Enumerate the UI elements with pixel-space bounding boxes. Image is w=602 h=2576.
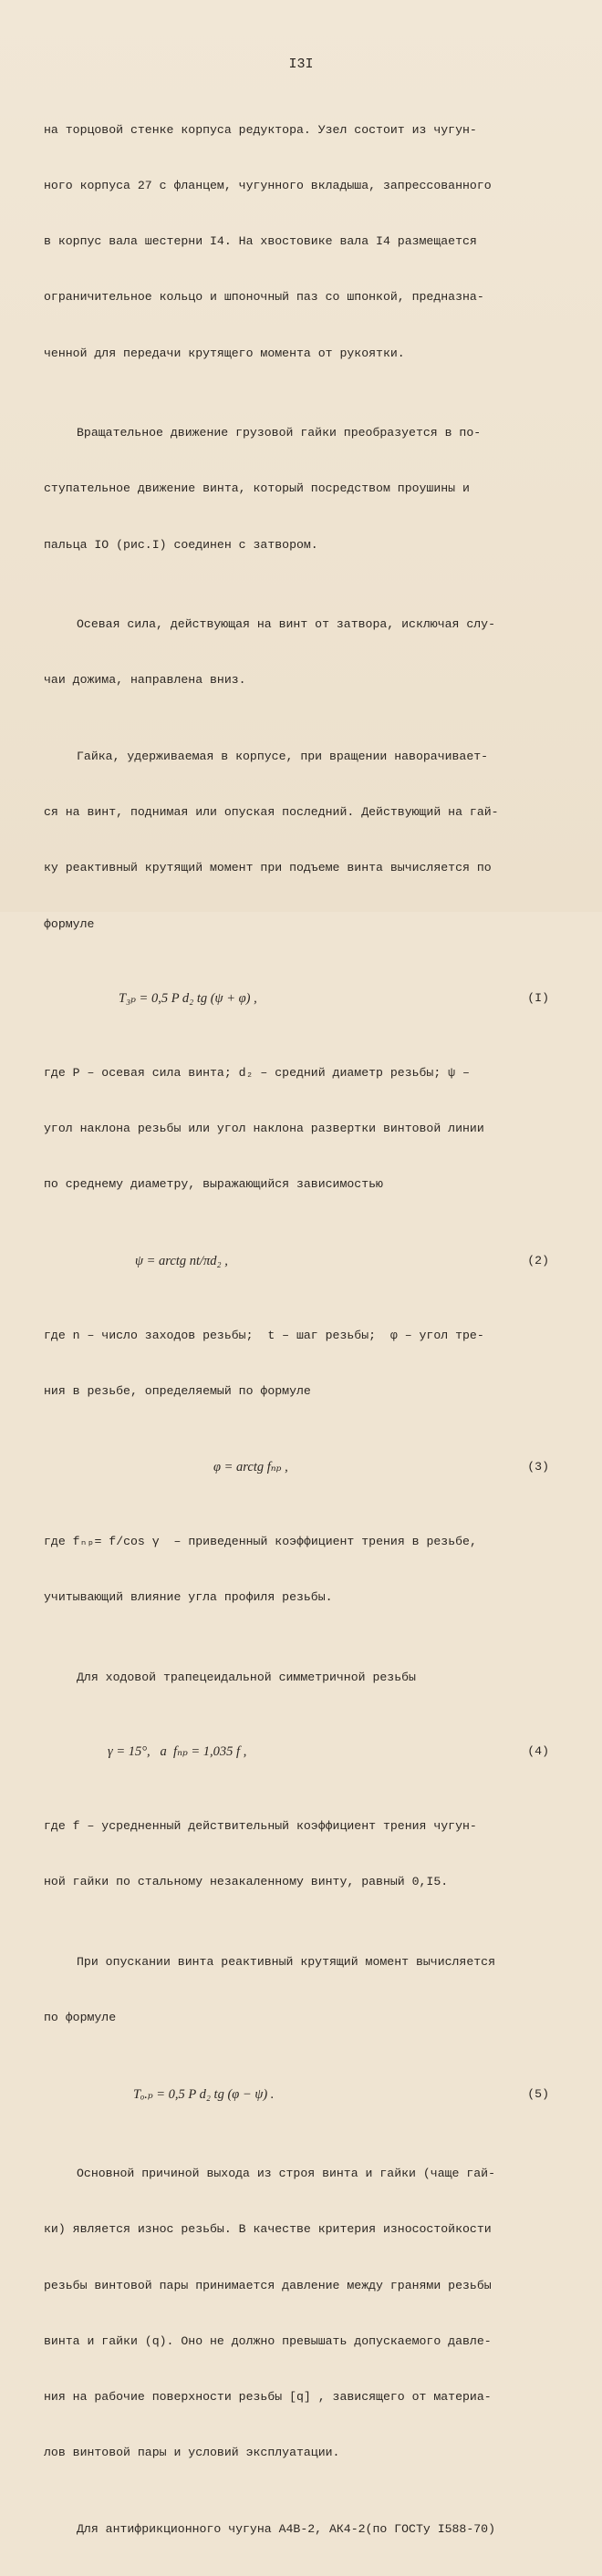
body-text [44, 84, 549, 2576]
text-line: ки) является износ резьбы. В качестве критерия износостойкости [44, 2222, 492, 2237]
text-line: чаи дожима, направлена вниз. [44, 673, 246, 688]
text-line: угол наклона резьбы или угол наклона развертки винтовой линии [44, 1122, 484, 1136]
formula-3: φ = arctg fₙₚ , [213, 1460, 288, 1475]
equation-number-4: (4) [527, 1744, 549, 1759]
formula-2: ψ = arctg nt/πd₂ , [135, 1253, 228, 1268]
formula-5: Tₒ.ₚ = 0,5 P d₂ tg (φ − ψ) . [133, 2086, 275, 2102]
text-line: где P – осевая сила винта; d₂ – средний диаметр резьбы; ψ – [44, 1065, 470, 1080]
equation-number-1: (I) [527, 991, 549, 1006]
text-line: ограничительное кольцо и шпоночный паз со шпонкой, предназна- [44, 290, 484, 305]
text-line: Осевая сила, действующая на винт от затвора, исключая слу- [77, 617, 495, 632]
equation-number-5: (5) [527, 2086, 549, 2101]
text-line: где f – усредненный действительный коэффициент трения чугун- [44, 1818, 477, 1833]
text-line: ного корпуса 27 с фланцем, чугунного вкладыша, запрессованного [44, 179, 492, 193]
text-line: пальца IO (рис.I) соединен с затвором. [44, 537, 318, 552]
text-line: Для ходовой трапецеидальной симметричной резьбы [77, 1670, 416, 1684]
equation-4 [44, 1743, 549, 1761]
text-line: резьбы винтовой пары принимается давление между гранями резьбы [44, 2278, 492, 2292]
text-line: Основной причиной выхода из строя винта и гайки (чаще гай- [77, 2167, 495, 2181]
text-line: формуле [44, 916, 95, 931]
text-line: ступательное движение винта, который посредством проушины и [44, 481, 470, 496]
formula-1: T₃ₚ = 0,5 P d₂ tg (ψ + φ) , [119, 991, 257, 1007]
equation-number-2: (2) [527, 1253, 549, 1267]
text-line: ния в резьбе, определяемый по формуле [44, 1383, 311, 1398]
formula-4: γ = 15°, a fₙₚ = 1,035 f , [108, 1744, 247, 1760]
text-line: на торцовой стенке корпуса редуктора. Узел состоит из чугун- [44, 122, 477, 137]
text-line: ния на рабочие поверхности резьбы [q] , зависящего от материа- [44, 2390, 492, 2405]
text-line: учитывающий влияние угла профиля резьбы. [44, 1590, 333, 1605]
text-line: где n – число заходов резьбы; t – шаг резьбы; φ – угол тре- [44, 1328, 484, 1342]
text-line: по среднему диаметру, выражающийся зависимостью [44, 1177, 383, 1192]
text-line: по формуле [44, 2010, 117, 2024]
text-line: ченной для передачи крутящего момента от рукоятки. [44, 346, 405, 360]
equation-1 [44, 989, 549, 1008]
text-line: Вращательное движение грузовой гайки преобразуется в по- [77, 426, 482, 440]
text-line: Для антифрикционного чугуна А4В-2, АК4-2(по ГОСТу I588-70) [77, 2521, 495, 2536]
text-line: Гайка, удерживаемая в корпусе, при вращении наворачивает- [77, 750, 489, 764]
equation-3 [44, 1458, 549, 1476]
text-line: При опускании винта реактивный крутящий момент вычисляется [77, 1954, 495, 1969]
text-line: лов винтовой пары и условий эксплуатации. [44, 2446, 340, 2460]
equation-5 [44, 2085, 549, 2104]
text-line: в корпус вала шестерни I4. На хвостовике вала I4 размещается [44, 234, 477, 249]
page-number: I3I [288, 57, 314, 72]
text-line: ку реактивный крутящий момент при подъеме винта вычисляется по [44, 861, 492, 875]
text-line: винта и гайки (q). Оно не должно превышать допускаемого давле- [44, 2333, 492, 2348]
equation-2 [44, 1252, 549, 1270]
equation-number-3: (3) [527, 1460, 549, 1474]
text-line: где fₙₚ= f/cos γ – приведенный коэффициент трения в резьбе, [44, 1534, 477, 1548]
text-line: ся на винт, поднимая или опуская последний. Действующий на гай- [44, 805, 499, 820]
text-line: ной гайки по стальному незакаленному винту, равный 0,I5. [44, 1875, 449, 1889]
